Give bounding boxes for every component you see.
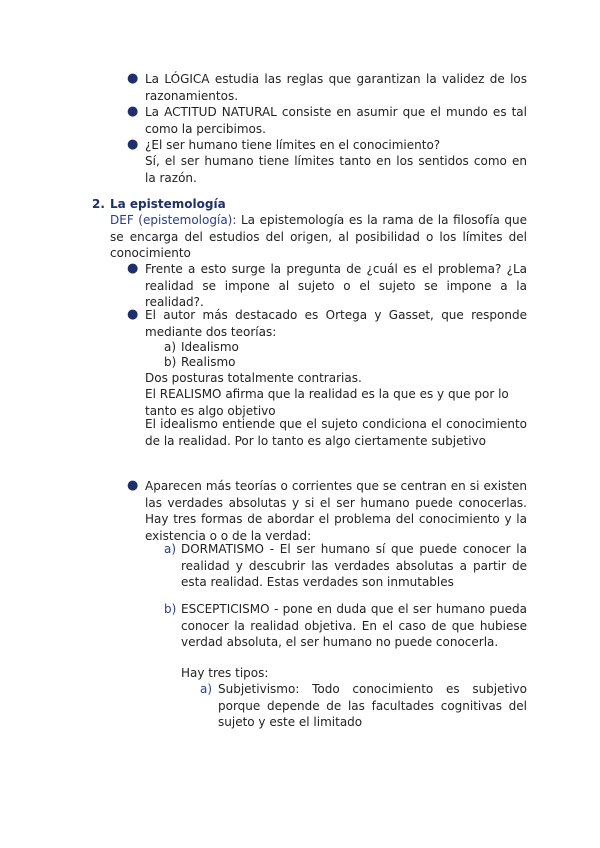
bullet-dot: ● [127, 261, 139, 276]
ortega-bullet-text: El autor más destacado es Ortega y Gasset, que responde mediante dos teorías: [145, 308, 527, 339]
definition-paragraph [110, 212, 527, 262]
definition-label: DEF (epistemología): [110, 213, 237, 227]
subjetivismo-text: Subjetivismo: Todo conocimiento es subjetivo porque depende de las facultades cognitivas del sujeto y este el limitado [218, 682, 527, 729]
bullet-dot: ● [127, 307, 139, 322]
theory-realismo: Realismo [181, 355, 236, 369]
section-title: La epistemología [110, 197, 226, 211]
realismo-text: El REALISMO afirma que la realidad es la que es y que por lo tanto es algo objetivo [145, 387, 509, 418]
logica-bullet-text: La LÓGICA estudia las reglas que garantizan la validez de los razonamientos. [145, 72, 527, 103]
bullet-dot: ● [127, 104, 139, 119]
actitud-natural-bullet-text: La ACTITUD NATURAL consiste en asumir que el mundo es tal como la percibimos. [145, 105, 527, 136]
limites-question-text: ¿El ser humano tiene límites en el conocimiento? [145, 138, 441, 152]
theory-marker: b) [164, 355, 177, 369]
bullet-dot: ● [127, 137, 139, 152]
theory-idealismo: Idealismo [181, 340, 239, 354]
tipos-text: Hay tres tipos: [181, 666, 269, 680]
dogmatismo-marker: a) [164, 542, 177, 556]
bullet-dot: ● [127, 478, 139, 493]
subjetivismo-marker: a) [200, 682, 213, 696]
verdades-bullet-text: Aparecen más teorías o corrientes que se centran en si existen las verdades absolutas y si el ser humano puede conocerlas. Hay tres formas de abordar el problema del conocimiento y la existencia o o de la verdad: [145, 479, 527, 543]
limites-answer-text: Sí, el ser humano tiene límites tanto en los sentidos como en la razón. [145, 154, 527, 185]
escepticismo-text: ESCEPTICISMO - pone en duda que el ser humano pueda conocer la realidad objetiva. En el caso de que hubiese verdad absoluta, el ser humano no puede conocerla. [181, 602, 527, 649]
definition-text: La epistemología es la rama de la filosofía que se encarga del estudios del origen, al posibilidad o los límites del conocimiento [110, 213, 527, 260]
escepticismo-marker: b) [164, 602, 177, 616]
section-number: 2. [92, 197, 105, 211]
dogmatismo-text: DORMATISMO - El ser humano sí que puede conocer la realidad y descubrir las verdades absolutas a partir de esta realidad. Estas verdades son inmutables [181, 542, 527, 589]
theory-marker: a) [164, 340, 177, 354]
problema-bullet-text: Frente a esto surge la pregunta de ¿cuál es el problema? ¿La realidad se impone al sujeto o el sujeto se impone a la realidad?. [145, 262, 527, 309]
bullet-dot: ● [127, 71, 139, 86]
idealismo-text: El idealismo entiende que el sujeto condiciona el conocimiento de la realidad. Por lo tanto es algo ciertamente subjetivo [145, 417, 527, 448]
postures-text: Dos posturas totalmente contrarias. [145, 371, 362, 385]
